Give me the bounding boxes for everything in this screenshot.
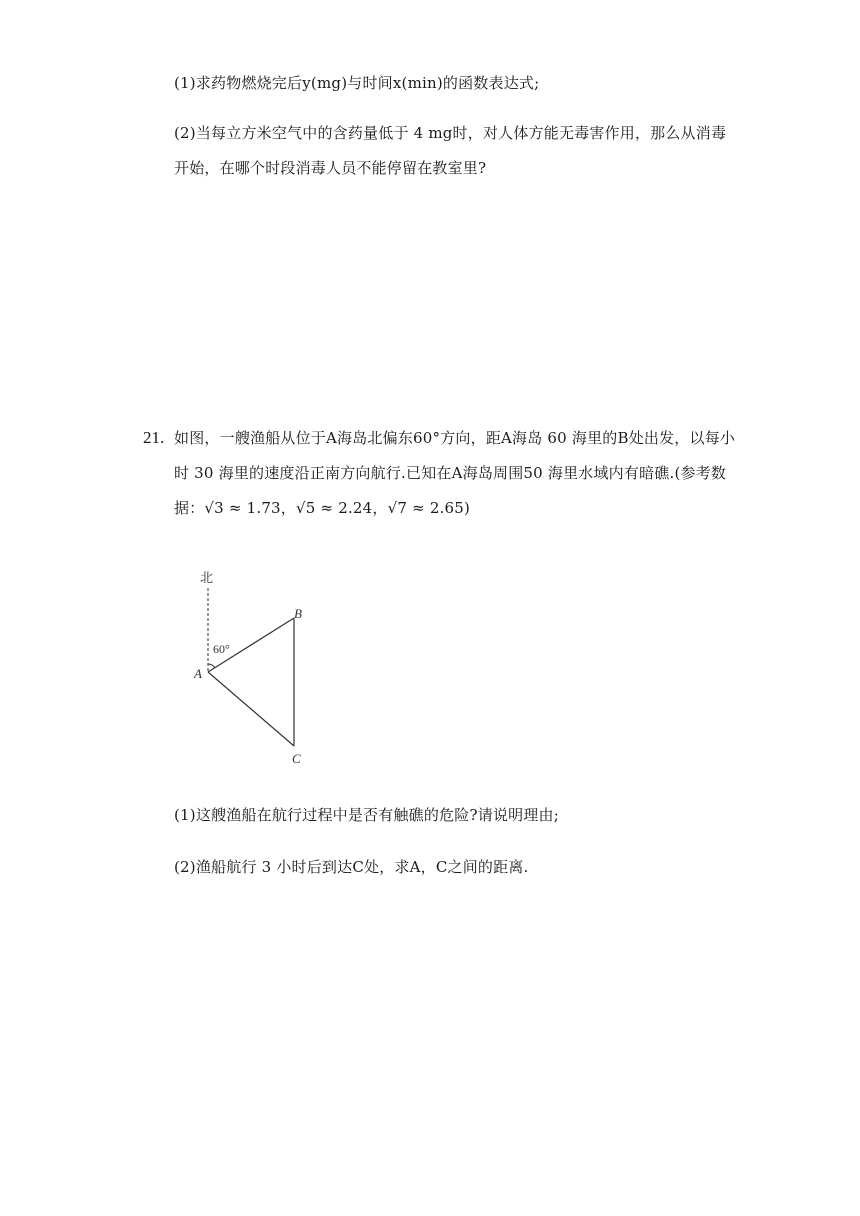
q21-stem-line2: 时 30 海里的速度沿正南方向航行.已知在A海岛周围50 海里水域内有暗礁.(参考数 <box>174 464 727 482</box>
q21-stem-line1: 如图，一艘渔船从位于A海岛北偏东60°方向，距A海岛 60 海里的B处出发，以每小 <box>174 429 736 447</box>
point-c-label: C <box>292 751 301 766</box>
q21-part1: (1)这艘渔船在航行过程中是否有触礁的危险?请说明理由; <box>174 806 559 824</box>
segment-ac <box>208 672 294 746</box>
point-b-label: B <box>294 606 302 621</box>
triangle-figure <box>186 560 316 770</box>
q20-part2-line2: 开始，在哪个时段消毒人员不能停留在教室里? <box>174 159 487 177</box>
point-a-label: A <box>194 666 202 681</box>
q21-part2: (2)渔船航行 3 小时后到达C处，求A，C之间的距离. <box>174 858 529 876</box>
angle-label: 60° <box>213 642 230 656</box>
q21-stem-line3: 据：√3 ≈ 1.73，√5 ≈ 2.24，√7 ≈ 2.65) <box>174 499 471 517</box>
angle-arc <box>208 664 215 668</box>
q20-part2-line1: (2)当每立方米空气中的含药量低于 4 mg时，对人体方能无毒害作用，那么从消毒 <box>174 124 727 142</box>
q20-part1: (1)求药物燃烧完后y(mg)与时间x(min)的函数表达式; <box>174 74 540 92</box>
q21-number: 21. <box>143 428 165 447</box>
north-label: 北 <box>200 570 214 585</box>
